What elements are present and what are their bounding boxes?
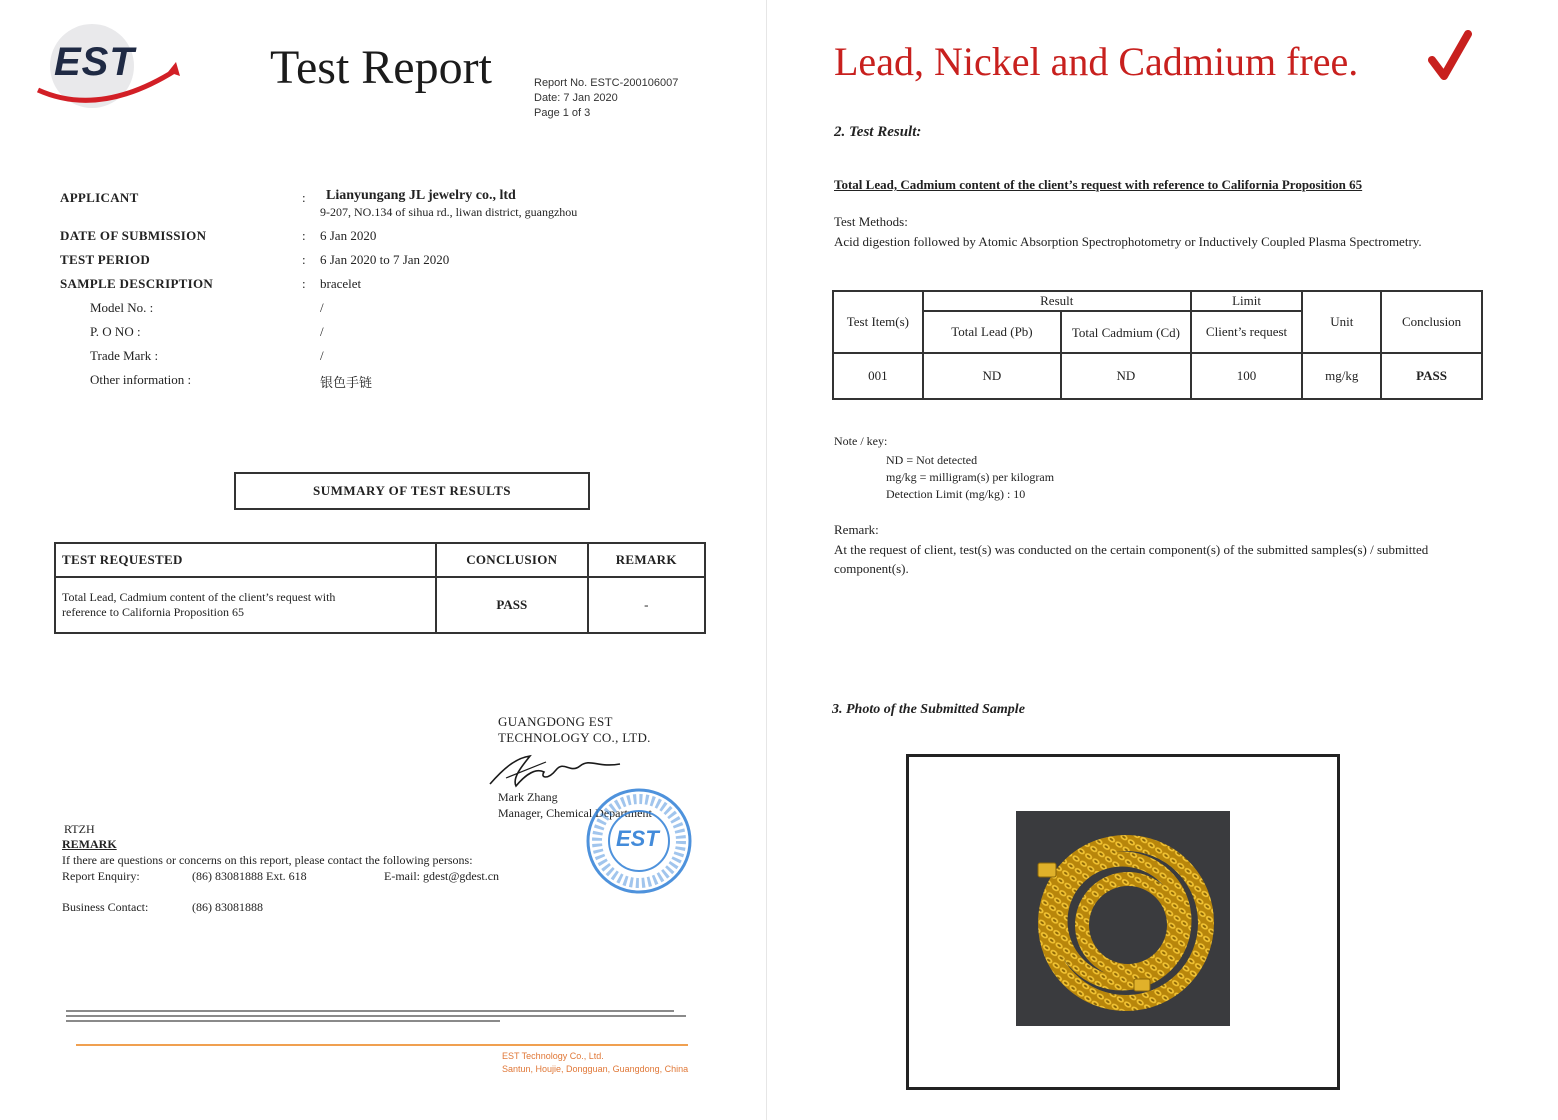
header-limit: Limit [1191, 291, 1303, 311]
footer-line2: Santun, Houjie, Dongguan, Guangdong, China [502, 1064, 689, 1074]
submission-label: DATE OF SUBMISSION [60, 228, 207, 243]
header-conclusion: Conclusion [1381, 291, 1482, 353]
report-enquiry-label: Report Enquiry: [62, 869, 140, 883]
fine-print-block [66, 1008, 686, 1025]
cell-limit: 100 [1191, 353, 1303, 399]
headline: Lead, Nickel and Cadmium free. [834, 39, 1359, 84]
header-unit: Unit [1302, 291, 1381, 353]
cell-conclusion: PASS [1381, 353, 1482, 399]
contact-email: E-mail: gdest@gdest.cn [384, 869, 500, 883]
remark-text-right: At the request of client, test(s) was conducted on the certain component(s) of the submitted samples(s) / submitted component(s). [834, 542, 1429, 576]
header-total-lead: Total Lead (Pb) [923, 311, 1061, 353]
footer-address [502, 1050, 688, 1076]
report-number: Report No. ESTC-200106007 [534, 77, 679, 89]
header-result: Result [923, 291, 1191, 311]
model-label: Model No. : [90, 300, 154, 315]
report-page: Page 1 of 3 [534, 107, 591, 119]
gold-chain-image [1016, 811, 1230, 1026]
other-info-value: 银色手链 [320, 375, 373, 390]
report-title: Test Report [270, 41, 492, 94]
period-value: 6 Jan 2020 to 7 Jan 2020 [320, 252, 450, 267]
colon: : [302, 190, 306, 205]
summary-header-row [55, 543, 705, 577]
footer-divider [76, 1044, 688, 1046]
cell-lead: ND [923, 353, 1061, 399]
cell-item: 001 [833, 353, 923, 399]
report-enquiry-value: (86) 83081888 Ext. 618 [192, 869, 307, 883]
colon: : [302, 228, 306, 243]
note-mgkg: mg/kg = milligram(s) per kilogram [886, 470, 1055, 484]
report-date: Date: 7 Jan 2020 [534, 92, 618, 104]
note-nd: ND = Not detected [886, 453, 978, 467]
applicant-address: 9-207, NO.134 of sihua rd., liwan district, guangzhou [320, 205, 578, 219]
check-icon [1428, 30, 1472, 82]
remark-cell: - [588, 577, 706, 633]
applicant-label: APPLICANT [60, 190, 139, 205]
test-requested-cell [55, 577, 436, 633]
summary-title-box: SUMMARY OF TEST RESULTS [234, 472, 590, 510]
submission-value: 6 Jan 2020 [320, 228, 377, 243]
colon: : [302, 276, 306, 291]
page-divider [766, 0, 767, 1120]
cell-cadmium: ND [1061, 353, 1191, 399]
footer-line1: EST Technology Co., Ltd. [502, 1051, 604, 1061]
header-conclusion: CONCLUSION [436, 543, 587, 577]
business-contact-label: Business Contact: [62, 900, 149, 914]
trademark-label: Trade Mark : [90, 348, 159, 363]
header-remark: REMARK [588, 543, 706, 577]
remark-title: REMARK [62, 837, 117, 851]
note-detection-limit: Detection Limit (mg/kg) : 10 [886, 487, 1026, 501]
section3-title: 3. Photo of the Submitted Sample [832, 702, 1025, 717]
header-test-requested: TEST REQUESTED [55, 543, 436, 577]
signer-title: Manager, Chemical Department [498, 806, 652, 820]
colon: : [302, 252, 306, 267]
sample-value: bracelet [320, 276, 362, 291]
test-requested-line1: Total Lead, Cadmium content of the client’s request with [62, 590, 336, 604]
section2-title: 2. Test Result: [834, 124, 922, 140]
company-name-line2: TECHNOLOGY CO., LTD. [498, 730, 651, 745]
business-contact-value: (86) 83081888 [192, 900, 263, 914]
test-requested-line2: reference to California Proposition 65 [62, 605, 244, 619]
trademark-value: / [320, 348, 324, 363]
remark-title-right: Remark: [834, 522, 879, 537]
sample-photo [1016, 811, 1230, 1026]
cell-unit: mg/kg [1302, 353, 1381, 399]
reference-code: RTZH [64, 822, 95, 836]
period-label: TEST PERIOD [60, 252, 151, 267]
logo-text: EST [54, 40, 135, 84]
po-value: / [320, 324, 324, 339]
summary-table [54, 542, 706, 634]
company-name-line1: GUANGDONG EST [498, 714, 613, 729]
model-value: / [320, 300, 324, 315]
est-logo [30, 18, 190, 114]
result-data-row [833, 353, 1482, 399]
result-header-row-1 [833, 291, 1482, 311]
header-total-cadmium: Total Cadmium (Cd) [1061, 311, 1191, 353]
summary-data-row [55, 577, 705, 633]
method-label: Test Methods: [834, 214, 908, 229]
section2-subtitle: Total Lead, Cadmium content of the client’s request with reference to California Proposition 65 [834, 177, 1363, 192]
stamp-text: EST [616, 826, 659, 851]
other-info-label: Other information : [90, 372, 192, 387]
conclusion-cell: PASS [436, 577, 587, 633]
method-text: Acid digestion followed by Atomic Absorption Spectrophotometry or Inductively Coupled Plasma Spectrometry. [834, 234, 1422, 249]
report-meta [534, 76, 678, 121]
po-label: P. O NO : [90, 324, 141, 339]
header-clients-request: Client’s request [1191, 311, 1303, 353]
remark-text: If there are questions or concerns on this report, please contact the following persons: [62, 853, 473, 867]
result-table [832, 290, 1483, 400]
signer-name: Mark Zhang [498, 790, 558, 804]
note-title: Note / key: [834, 434, 888, 448]
header-test-item: Test Item(s) [833, 291, 923, 353]
applicant-name: Lianyungang JL jewelry co., ltd [326, 188, 516, 203]
sample-label: SAMPLE DESCRIPTION [60, 276, 214, 291]
